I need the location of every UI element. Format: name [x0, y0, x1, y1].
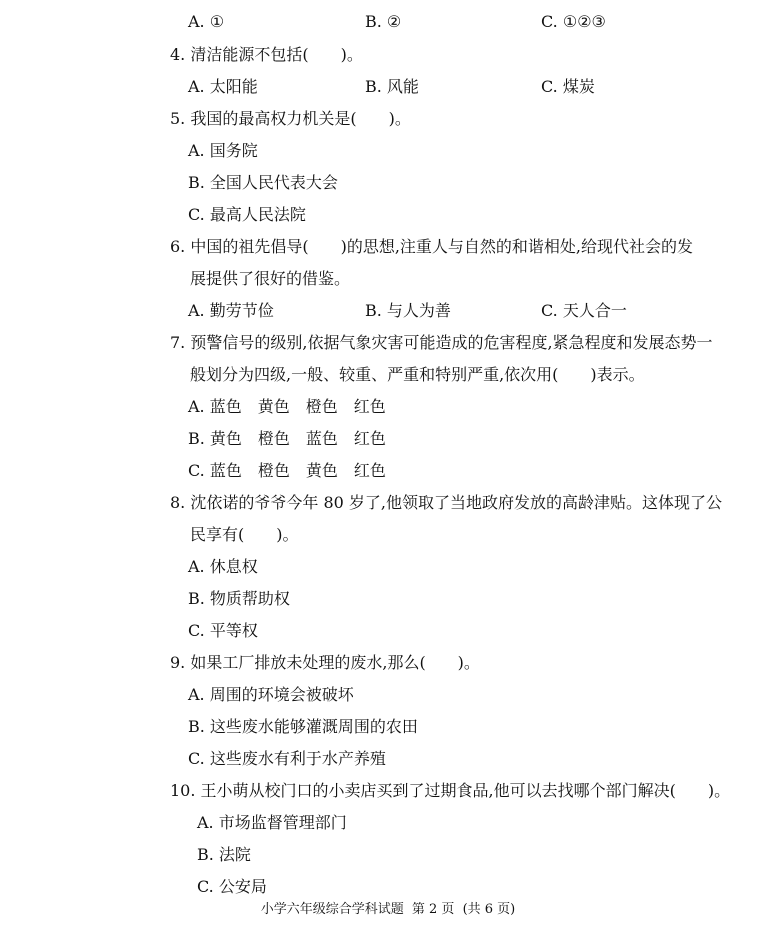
q4-stem: 4. 清洁能源不包括( )。: [170, 45, 363, 64]
page-footer: [0, 901, 776, 919]
q6-option-a: A. 勤劳节俭: [188, 301, 274, 320]
q9-option-b: B. 这些废水能够灌溉周围的农田: [188, 717, 418, 736]
q5-stem: 5. 我国的最高权力机关是( )。: [170, 109, 411, 128]
q6-stem-line2: 展提供了很好的借鉴。: [190, 269, 351, 288]
q7-option-b: B. 黄色 橙色 蓝色 红色: [188, 429, 386, 448]
q5-option-c: C. 最高人民法院: [188, 205, 306, 224]
q10-option-b: B. 法院: [197, 845, 251, 864]
q7-option-a: A. 蓝色 黄色 橙色 红色: [188, 397, 386, 416]
q6-option-b: B. 与人为善: [365, 301, 451, 320]
footer-page-number: 第 2 页: [411, 902, 455, 917]
q4-option-b: B. 风能: [365, 77, 419, 96]
q10-stem: 10. 王小萌从校门口的小卖店买到了过期食品,他可以去找哪个部门解决( )。: [170, 781, 731, 800]
q8-stem-line1: 8. 沈依诺的爷爷今年 80 岁了,他领取了当地政府发放的高龄津贴。这体现了公: [170, 493, 722, 512]
q10-option-a: A. 市场监督管理部门: [197, 813, 347, 832]
q3-option-b: B. ②: [365, 12, 402, 31]
q6-option-c: C. 天人合一: [541, 301, 627, 320]
q7-option-c: C. 蓝色 橙色 黄色 红色: [188, 461, 386, 480]
q9-option-c: C. 这些废水有利于水产养殖: [188, 749, 386, 768]
q9-stem: 9. 如果工厂排放未处理的废水,那么( )。: [170, 653, 480, 672]
q6-stem-line1: 6. 中国的祖先倡导( )的思想,注重人与自然的和谐相处,给现代社会的发: [170, 237, 694, 256]
q4-option-a: A. 太阳能: [188, 77, 258, 96]
footer-exam-title: 小学六年级综合学科试题: [260, 902, 404, 917]
q7-stem-line2: 般划分为四级,一般、较重、严重和特别严重,依次用( )表示。: [190, 365, 645, 384]
q3-option-a: A. ①: [188, 12, 225, 31]
q5-option-a: A. 国务院: [188, 141, 258, 160]
q8-option-b: B. 物质帮助权: [188, 589, 290, 608]
q8-option-c: C. 平等权: [188, 621, 258, 640]
q9-option-a: A. 周围的环境会被破坏: [188, 685, 354, 704]
footer-page-total: (共 6 页): [462, 902, 516, 917]
q4-option-c: C. 煤炭: [541, 77, 595, 96]
q10-option-c: C. 公安局: [197, 877, 267, 896]
q8-stem-line2: 民享有( )。: [190, 525, 299, 544]
q7-stem-line1: 7. 预警信号的级别,依据气象灾害可能造成的危害程度,紧急程度和发展态势一: [170, 333, 713, 352]
q8-option-a: A. 休息权: [188, 557, 258, 576]
q3-option-c: C. ①②③: [541, 12, 606, 31]
q5-option-b: B. 全国人民代表大会: [188, 173, 338, 192]
